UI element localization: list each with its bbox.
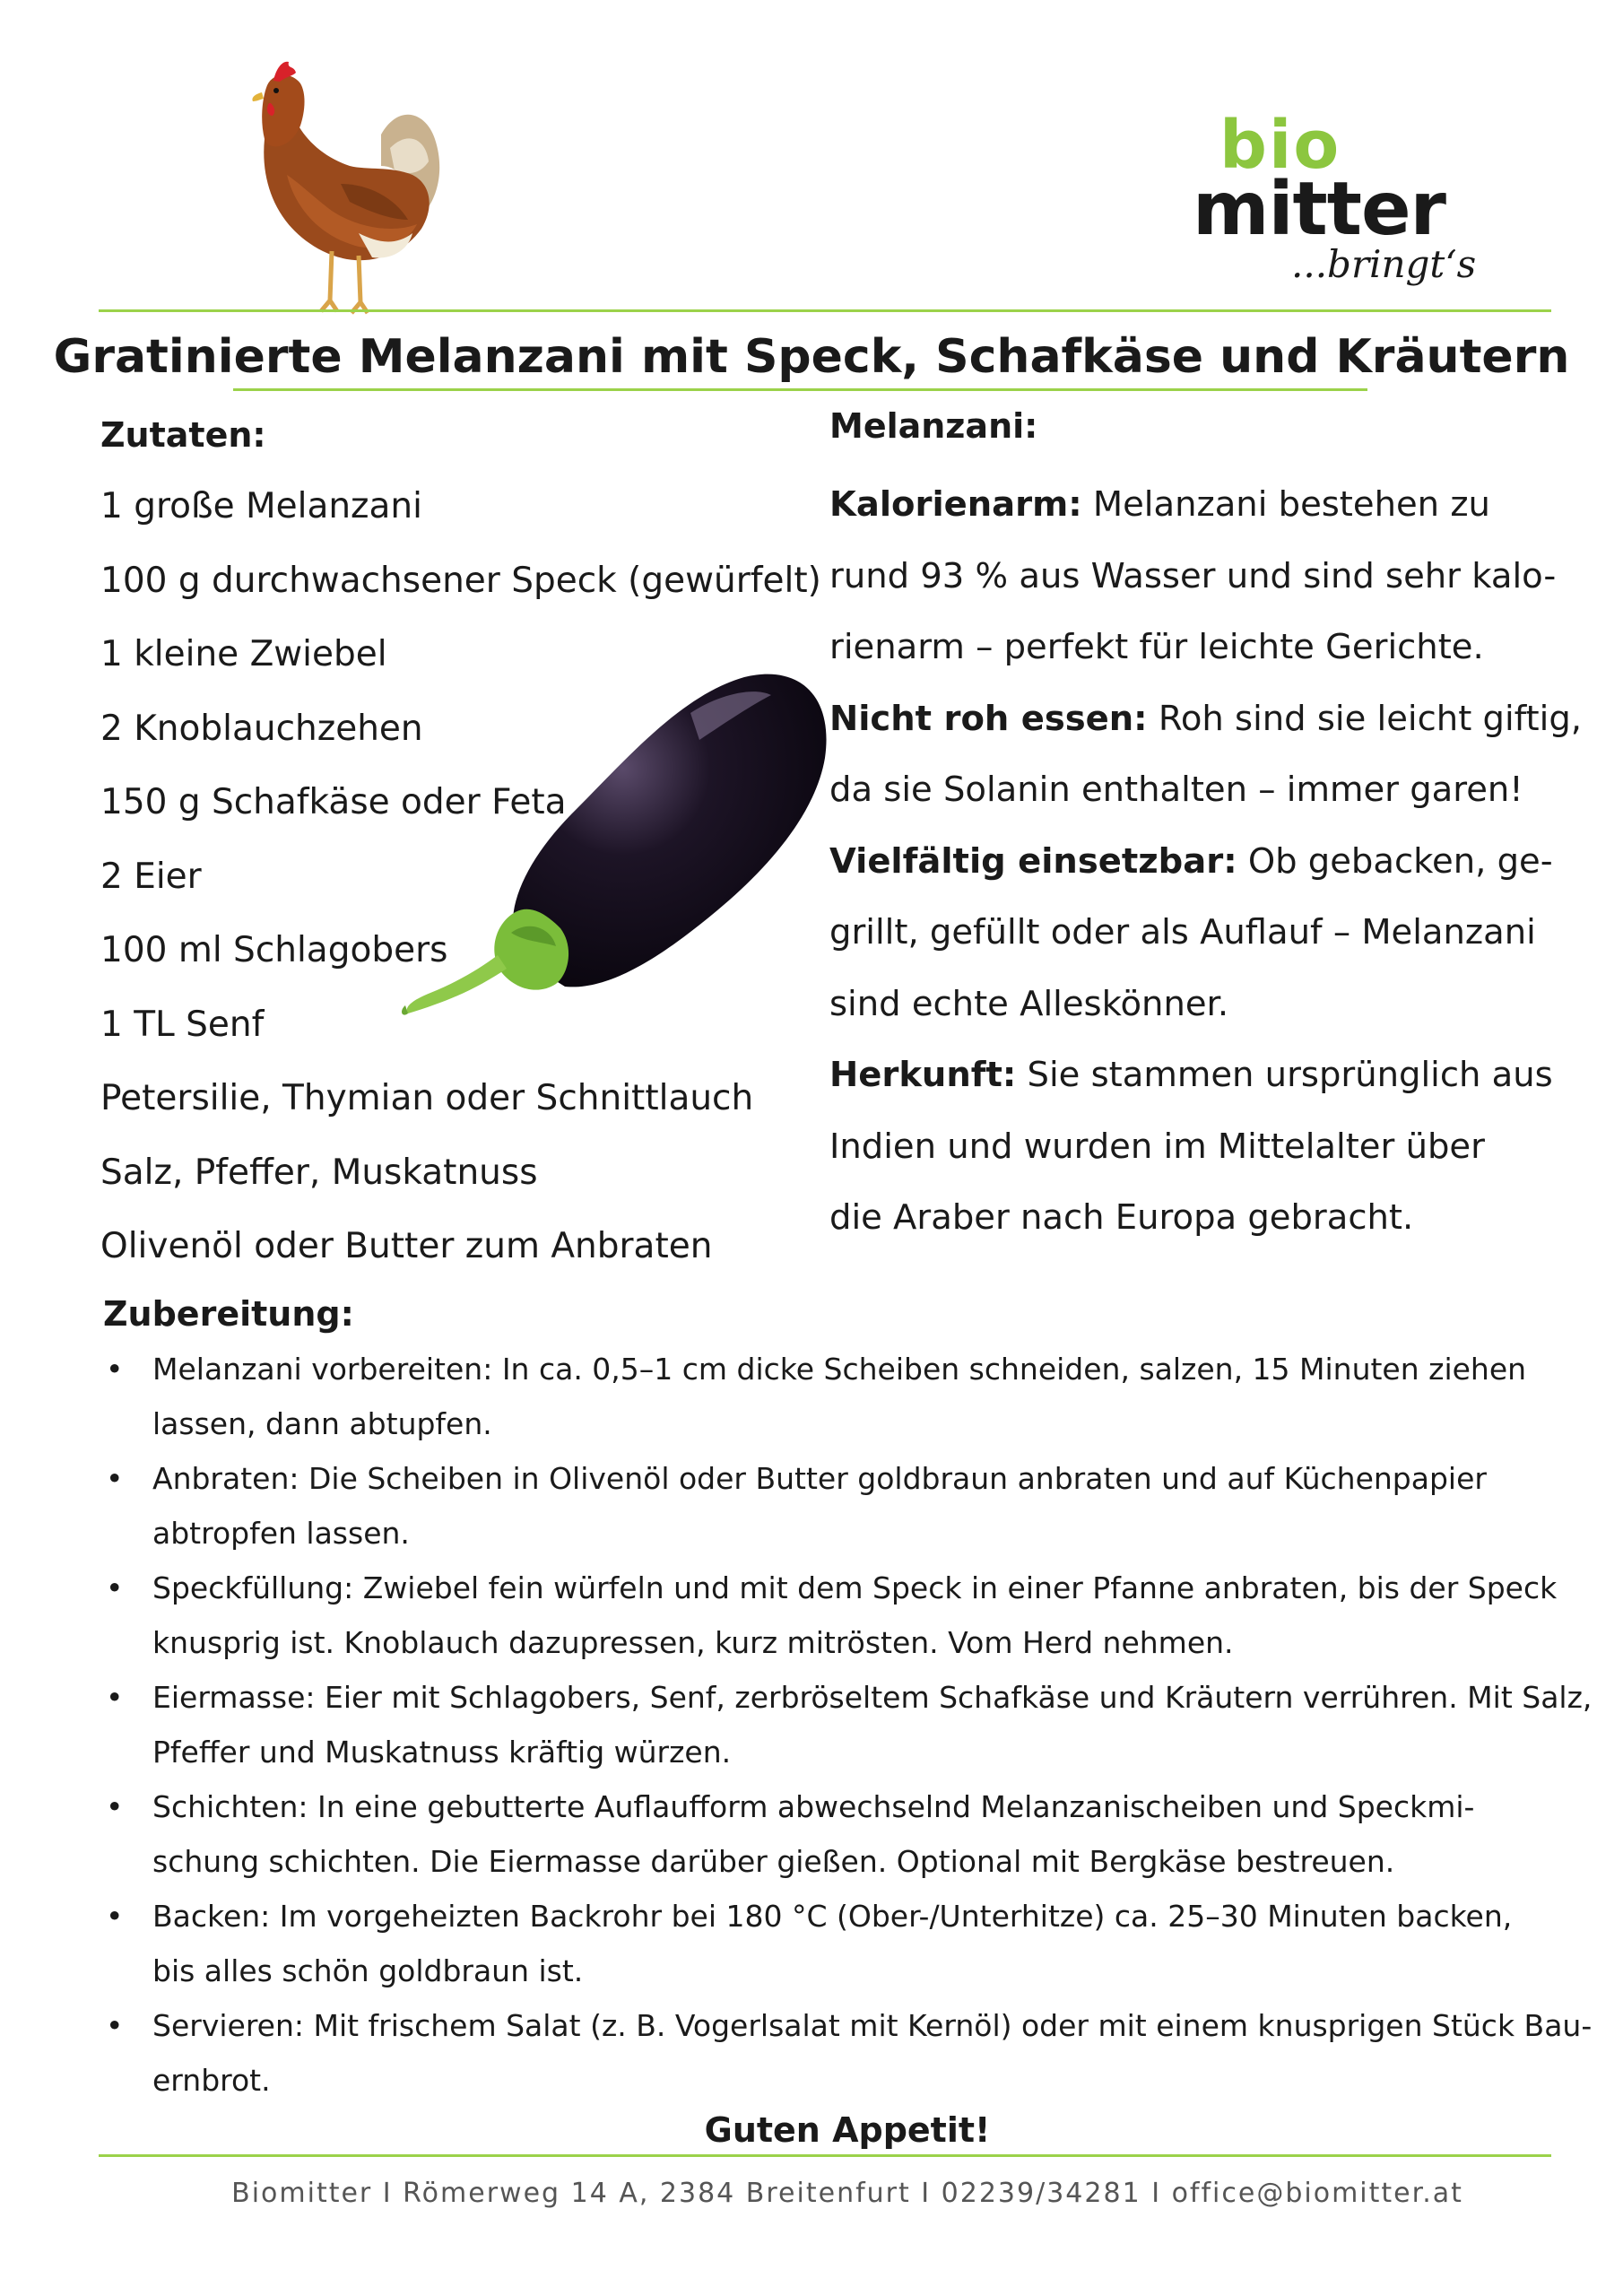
- fact-text: grillt, gefüllt oder als Auflauf – Melanzani: [829, 912, 1536, 952]
- recipe-title: Gratinierte Melanzani mit Speck, Schafkäse und Kräutern: [53, 330, 1570, 384]
- ingredient-item: 1 TL Senf: [100, 1004, 265, 1045]
- step-text-line: lassen, dann abtupfen.: [152, 1406, 492, 1441]
- preparation-step: [103, 1889, 1538, 1998]
- step-text-line: schung schichten. Die Eiermasse darüber gießen. Optional mit Bergkäse bestreuen.: [152, 1844, 1395, 1879]
- step-text-line: Servieren: Mit frischem Salat (z. B. Vogerlsalat mit Kernöl) oder mit einem knusprigen Stück Bau-: [152, 2008, 1593, 2043]
- bullet-icon: •: [106, 1789, 124, 1824]
- fact-paragraph: [829, 683, 1583, 826]
- facts-body: [829, 469, 1583, 1254]
- step-text-line: Melanzani vorbereiten: In ca. 0,5–1 cm dicke Scheiben schneiden, salzen, 15 Minuten ziehen: [152, 1352, 1527, 1387]
- bullet-icon: •: [106, 1461, 124, 1496]
- logo-mitter-text: mitter: [1193, 167, 1446, 252]
- ingredient-item: 150 g Schafkäse oder Feta: [100, 782, 567, 822]
- footer-contact: Biomitter I Römerweg 14 A, 2384 Breitenfurt I 02239/34281 I office@biomitter.at: [231, 2178, 1463, 2209]
- fact-text: Melanzani bestehen zu: [1081, 484, 1490, 525]
- ingredient-item: Petersilie, Thymian oder Schnittlauch: [100, 1078, 754, 1118]
- fact-label: Herkunft:: [829, 1055, 1017, 1095]
- bullet-icon: •: [106, 2008, 124, 2043]
- fact-text: Sie stammen ursprünglich aus: [1016, 1055, 1553, 1095]
- bullet-icon: •: [106, 1570, 124, 1605]
- fact-label: Kalorienarm:: [829, 484, 1082, 525]
- facts-section: [829, 399, 1583, 1254]
- ingredient-item: 2 Eier: [100, 856, 202, 897]
- preparation-step: [103, 1998, 1593, 2108]
- ingredient-item: 100 ml Schlagobers: [100, 930, 448, 970]
- fact-text: sind echte Alleskönner.: [829, 983, 1229, 1024]
- fact-line: [829, 469, 1529, 541]
- bullet-icon: •: [106, 1352, 124, 1387]
- ingredient-item: 1 kleine Zwiebel: [100, 634, 387, 674]
- ingredient-item: 1 große Melanzani: [100, 486, 422, 526]
- step-text-line: abtropfen lassen.: [152, 1516, 410, 1551]
- step-text-line: knusprig ist. Knoblauch dazupressen, kurz mitrösten. Vom Herd nehmen.: [152, 1625, 1234, 1660]
- fact-text: Ob gebacken, ge-: [1237, 840, 1553, 882]
- biomitter-logo: [1193, 107, 1488, 296]
- ingredient-item: Salz, Pfeffer, Muskatnuss: [100, 1152, 538, 1193]
- fact-line: [829, 683, 1583, 755]
- preparation-step: [103, 1670, 1593, 1779]
- step-text-line: ernbrot.: [152, 2063, 271, 2098]
- ingredients-heading: Zutaten:: [100, 415, 266, 455]
- fact-line: [829, 1111, 1529, 1183]
- fact-text: die Araber nach Europa gebracht.: [829, 1197, 1414, 1238]
- fact-line: [829, 1182, 1529, 1254]
- preparation-step: [103, 1342, 1538, 1451]
- step-text-line: Backen: Im vorgeheizten Backrohr bei 180 °C (Ober-/Unterhitze) ca. 25–30 Minuten backen,: [152, 1899, 1513, 1934]
- footer-divider: [99, 2154, 1551, 2157]
- ingredient-item: Olivenöl oder Butter zum Anbraten: [100, 1226, 713, 1266]
- eggplant-image: [395, 659, 843, 1045]
- title-underline: [233, 388, 1367, 391]
- fact-text: rund 93 % aus Wasser und sind sehr kalo-: [829, 555, 1557, 596]
- preparation-section: [103, 1292, 1593, 2108]
- fact-label: Vielfältig einsetzbar:: [829, 840, 1237, 882]
- preparation-step: [103, 1451, 1538, 1561]
- fact-line: [829, 541, 1557, 613]
- ingredient-item: 2 Knoblauchzehen: [100, 708, 423, 749]
- fact-text: rienarm – perfekt für leichte Gerichte.: [829, 627, 1484, 667]
- fact-line: [829, 897, 1536, 969]
- fact-paragraph: [829, 1039, 1553, 1254]
- step-text-line: Eiermasse: Eier mit Schlagobers, Senf, zerbröseltem Schafkäse und Kräutern verrühren. Mit Salz,: [152, 1680, 1593, 1715]
- preparation-heading: Zubereitung:: [103, 1294, 354, 1334]
- step-text-line: Schichten: In eine gebutterte Auflaufform abwechselnd Melanzanischeiben und Speckmi-: [152, 1789, 1475, 1824]
- fact-line: [829, 826, 1553, 898]
- preparation-step: [103, 1779, 1538, 1889]
- header-divider: [99, 309, 1551, 312]
- fact-paragraph: [829, 469, 1557, 683]
- fact-label: Nicht roh essen:: [829, 698, 1148, 739]
- step-text-line: bis alles schön goldbraun ist.: [152, 1953, 584, 1988]
- logo-tagline: ...bringt‘s: [1291, 242, 1477, 286]
- fact-line: [829, 1039, 1553, 1111]
- fact-line: [829, 754, 1529, 826]
- fact-paragraph: [829, 826, 1553, 1040]
- step-text-line: Anbraten: Die Scheiben in Olivenöl oder Butter goldbraun anbraten und auf Küchenpapier: [152, 1461, 1487, 1496]
- fact-text: da sie Solanin enthalten – immer garen!: [829, 770, 1523, 810]
- preparation-step: [103, 1561, 1558, 1670]
- fact-line: [829, 969, 1529, 1040]
- hen-image: [224, 49, 448, 318]
- logo-bio-text: bio: [1219, 107, 1341, 184]
- ingredient-item: 100 g durchwachsener Speck (gewürfelt): [100, 560, 821, 601]
- fact-text: Indien und wurden im Mittelalter über: [829, 1126, 1485, 1167]
- fact-line: [829, 612, 1529, 683]
- closing-text: Guten Appetit!: [704, 2110, 991, 2150]
- facts-heading: Melanzani:: [829, 406, 1038, 446]
- bullet-icon: •: [106, 1899, 124, 1934]
- fact-text: Roh sind sie leicht giftig,: [1147, 698, 1583, 739]
- step-text-line: Speckfüllung: Zwiebel fein würfeln und mit dem Speck in einer Pfanne anbraten, bis der Speck: [152, 1570, 1558, 1605]
- preparation-steps: [103, 1342, 1593, 2108]
- step-text-line: Pfeffer und Muskatnuss kräftig würzen.: [152, 1735, 732, 1770]
- bullet-icon: •: [106, 1680, 124, 1715]
